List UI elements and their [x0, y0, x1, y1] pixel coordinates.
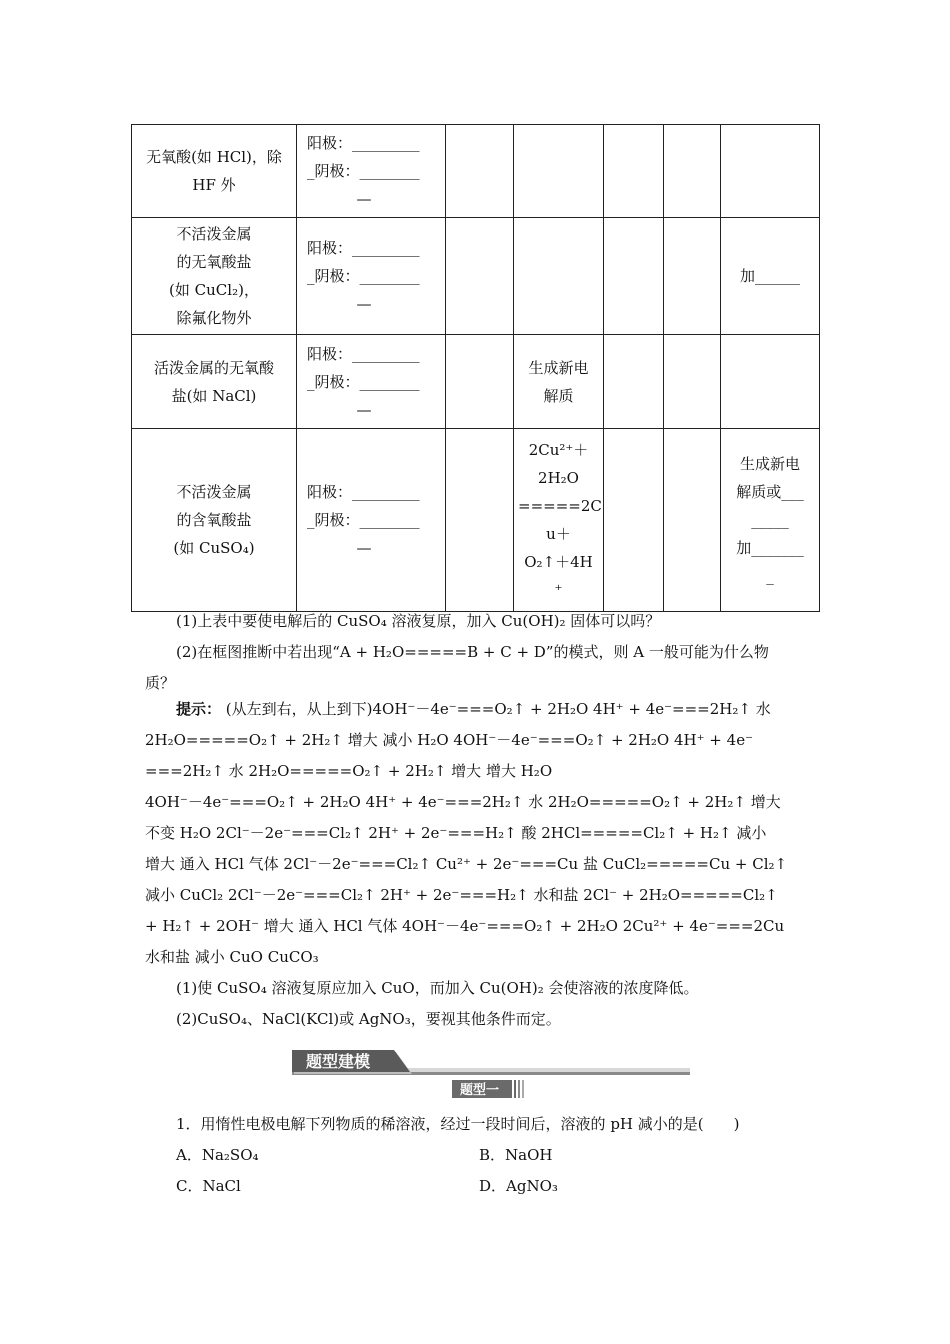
cell-text-line: 加_______ — [736, 539, 804, 557]
table-cell-col4 — [514, 335, 604, 429]
hint-text-1: 2H₂O=====O₂↑ + 2H₂↑ 增大 减小 H₂O 4OH⁻－4e⁻===O₂↑ + 2H₂O 4H⁺ + 4e⁻ — [145, 731, 753, 749]
cell-text-line: 的无氧酸盐 — [176, 253, 252, 271]
cell-text-line: u＋ — [546, 525, 571, 543]
cell-text-line: 解质 — [543, 386, 574, 405]
cell-text-line: — — [356, 539, 372, 557]
question-2-line-1: (2)在框图推断中若出现“A + H₂O=====B + C + D”的模式，则 A 一般可能为什么物 — [176, 643, 769, 661]
table-cell-col5 — [604, 335, 664, 429]
hint-text-0: (从左到右，从上到下)4OH⁻－4e⁻===O₂↑ + 2H₂O 4H⁺ + 4e⁻===2H₂↑ 水 — [221, 700, 771, 718]
cell-text-line: 加______ — [739, 267, 800, 285]
table-cell-col7 — [721, 218, 820, 335]
option-a[interactable]: A．Na₂SO₄ — [176, 1146, 259, 1164]
cell-text-line: 2H₂O — [538, 469, 579, 487]
hint-text-4: 不变 H₂O 2Cl⁻－2e⁻===Cl₂↑ 2H⁺ + 2e⁻===H₂↑ 酸 2HCl=====Cl₂↑ + H₂↑ 减小 — [145, 824, 767, 842]
table-cell-col5 — [604, 125, 664, 218]
table-row — [132, 218, 820, 335]
hint-text-6: 减小 CuCl₂ 2Cl⁻－2e⁻===Cl₂↑ 2H⁺ + 2e⁻===H₂↑ 水和盐 2Cl⁻ + 2H₂O=====Cl₂↑ — [145, 886, 778, 904]
table-cell-type — [132, 335, 297, 429]
hint-label: 提示： — [176, 700, 222, 718]
cell-text-line: 除氟化物外 — [176, 309, 252, 327]
table-cell-electrode — [297, 125, 446, 218]
cell-text-line: 活泼金属的无氧酸 — [153, 358, 274, 377]
answer-2: (2)CuSO₄、NaCl(KCl)或 AgNO₃，要视其他条件而定。 — [176, 1010, 561, 1028]
table-cell-col4 — [514, 125, 604, 218]
cell-text-line: 生成新电 — [739, 455, 800, 473]
table-cell-col4 — [514, 429, 604, 612]
table-cell-electrode — [297, 218, 446, 335]
hint-text-7: + H₂↑ + 2OH⁻ 增大 通入 HCl 气体 4OH⁻－4e⁻===O₂↑ + 2H₂O 2Cu²⁺ + 4e⁻===2Cu — [145, 917, 785, 935]
table-cell-col6 — [664, 429, 721, 612]
hint-text-5: 增大 通入 HCl 气体 2Cl⁻－2e⁻===Cl₂↑ Cu²⁺ + 2e⁻===Cu 盐 CuCl₂=====Cu + Cl₂↑ — [145, 855, 788, 873]
cell-text-line: _____ — [751, 511, 789, 529]
hint-line — [176, 694, 838, 725]
banner-subtitle: 题型一 — [460, 1083, 500, 1098]
cell-text-line: 不活泼金属 — [176, 483, 252, 501]
cell-text-line: _阴极：________ — [307, 511, 420, 529]
answer-1: (1)使 CuSO₄ 溶液复原应加入 CuO，而加入 Cu(OH)₂ 会使溶液的浓度降低。 — [176, 979, 699, 997]
option-b[interactable]: B．NaOH — [479, 1146, 553, 1164]
banner-title: 题型建模 — [306, 1052, 371, 1071]
cell-text-line: 阳极：_________ — [307, 344, 420, 363]
cell-text-line: 2Cu²⁺＋ — [528, 441, 589, 459]
table-cell-electrode — [297, 335, 446, 429]
cell-text-line: =====2C — [518, 497, 602, 515]
table-cell-col3 — [446, 218, 514, 335]
cell-text-line: HF 外 — [192, 176, 236, 194]
table-row — [132, 335, 820, 429]
table-cell-electrode — [297, 429, 446, 612]
hint-text-8: 水和盐 减小 CuO CuCO₃ — [145, 948, 319, 966]
cell-text-line: _阴极：________ — [307, 162, 420, 180]
cell-text-line: 阳极：_________ — [307, 239, 420, 257]
table-cell-col3 — [446, 125, 514, 218]
table-cell-col3 — [446, 335, 514, 429]
table-cell-col6 — [664, 218, 721, 335]
option-c[interactable]: C．NaCl — [176, 1177, 241, 1195]
cell-text-line: 解质或___ — [736, 483, 804, 501]
section-banner — [292, 1050, 692, 1098]
table-cell-col7 — [721, 335, 820, 429]
exercise-stem: 1．用惰性电极电解下列物质的稀溶液，经过一段时间后，溶液的 pH 减小的是( ) — [176, 1115, 740, 1133]
table-cell-col6 — [664, 335, 721, 429]
hint-text-3: 4OH⁻－4e⁻===O₂↑ + 2H₂O 4H⁺ + 4e⁻===2H₂↑ 水 2H₂O=====O₂↑ + 2H₂↑ 增大 — [145, 793, 781, 811]
cell-text-line: ⁺ — [554, 581, 563, 599]
cell-text-line: (如 CuCl₂)， — [169, 281, 259, 299]
table-cell-col6 — [664, 125, 721, 218]
table-cell-type — [132, 125, 297, 218]
cell-text-line: _阴极：________ — [307, 267, 420, 285]
electrolysis-table — [131, 124, 820, 612]
cell-text-line: 生成新电 — [528, 358, 589, 377]
cell-text-line: (如 CuSO₄) — [173, 539, 255, 557]
hint-text-2: ===2H₂↑ 水 2H₂O=====O₂↑ + 2H₂↑ 增大 增大 H₂O — [145, 762, 553, 780]
question-2-line-2: 质？ — [145, 674, 176, 692]
cell-text-line: 盐(如 NaCl) — [171, 386, 257, 405]
cell-text-line: — — [356, 295, 372, 313]
cell-text-line: _阴极：________ — [307, 372, 420, 391]
cell-text-line: 的含氧酸盐 — [176, 511, 252, 529]
table-cell-type — [132, 218, 297, 335]
table-cell-col5 — [604, 429, 664, 612]
table-cell-col7 — [721, 429, 820, 612]
question-1: (1)上表中要使电解后的 CuSO₄ 溶液复原，加入 Cu(OH)₂ 固体可以吗？ — [176, 612, 661, 630]
cell-text-line: 无氧酸(如 HCl)，除 — [146, 148, 282, 166]
table-cell-type — [132, 429, 297, 612]
cell-text-line: — — [356, 190, 372, 208]
table-row — [132, 125, 820, 218]
table-cell-col3 — [446, 429, 514, 612]
cell-text-line: 不活泼金属 — [176, 225, 252, 243]
cell-text-line: _ — [766, 567, 774, 585]
table-cell-col5 — [604, 218, 664, 335]
cell-text-line: 阳极：_________ — [307, 134, 420, 152]
cell-text-line: O₂↑＋4H — [524, 553, 593, 571]
table-cell-col7 — [721, 125, 820, 218]
table-row — [132, 429, 820, 612]
cell-text-line: — — [356, 400, 372, 419]
table-cell-col4 — [514, 218, 604, 335]
option-d[interactable]: D．AgNO₃ — [479, 1177, 558, 1195]
cell-text-line: 阳极：_________ — [307, 483, 420, 501]
